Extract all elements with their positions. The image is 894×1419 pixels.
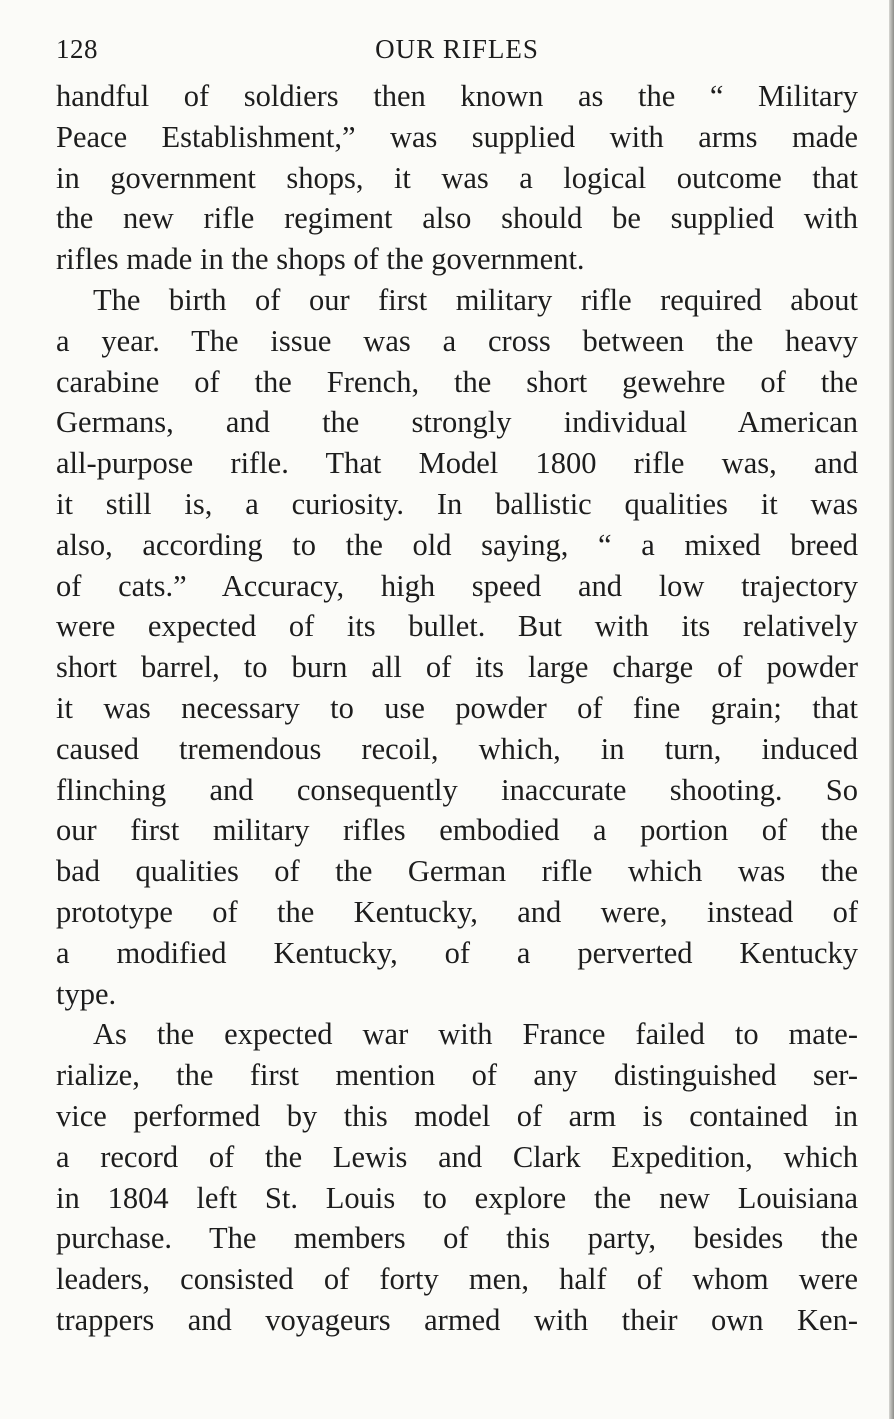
- text-line: all-purpose rifle. That Model 1800 rifle was, and: [56, 446, 858, 481]
- text-line: the new rifle regiment also should be supplied with: [56, 201, 858, 236]
- text-line: prototype of the Kentucky, and were, instead of: [56, 894, 858, 929]
- text-line: type.: [56, 976, 117, 1011]
- text-line: The birth of our first military rifle required about: [93, 282, 858, 317]
- text-line: handful of soldiers then known as the “ Military: [56, 79, 858, 113]
- running-title: OUR RIFLES: [375, 34, 539, 64]
- text-line: vice performed by this model of arm is contained in: [56, 1098, 858, 1133]
- text-line: rifles made in the shops of the government.: [56, 242, 585, 277]
- text-line: Peace Establishment,” was supplied with arms made: [56, 119, 858, 154]
- paragraph-3: [56, 1014, 858, 1340]
- text-line: Germans, and the strongly individual American: [56, 405, 858, 440]
- paragraph-2: [56, 280, 858, 1014]
- text-line: in 1804 left St. Louis to explore the new Louisiana: [56, 1180, 858, 1215]
- text-line: it still is, a curiosity. In ballistic qualities it was: [56, 486, 858, 521]
- text-line: a modified Kentucky, of a perverted Kentucky: [56, 935, 858, 970]
- page-number: 128: [56, 34, 98, 64]
- text-line: bad qualities of the German rifle which was the: [56, 854, 858, 889]
- text-line: As the expected war with France failed to mate-: [93, 1017, 858, 1052]
- text-line: rialize, the first mention of any distinguished ser-: [56, 1058, 858, 1093]
- text-line: were expected of its bullet. But with its relatively: [56, 609, 858, 644]
- text-line: a year. The issue was a cross between the heavy: [56, 323, 858, 358]
- text-line: in government shops, it was a logical outcome that: [56, 160, 858, 195]
- page-edge-shadow: [889, 0, 894, 1419]
- text-line: trappers and voyageurs armed with their own Ken-: [56, 1302, 858, 1337]
- text-line: leaders, consisted of forty men, half of whom were: [56, 1262, 858, 1297]
- paragraph-1: [56, 76, 858, 280]
- book-page: [56, 30, 858, 1341]
- text-line: also, according to the old saying, “ a mixed breed: [56, 527, 858, 562]
- text-line: flinching and consequently inaccurate shooting. So: [56, 772, 858, 807]
- body-text: [56, 76, 858, 1341]
- text-line: short barrel, to burn all of its large charge of powder: [56, 650, 858, 685]
- text-line: our first military rifles embodied a portion of the: [56, 813, 858, 848]
- text-line: caused tremendous recoil, which, in turn, induced: [56, 731, 858, 766]
- text-line: carabine of the French, the short gewehre of the: [56, 364, 858, 399]
- text-line: purchase. The members of this party, besides the: [56, 1221, 858, 1256]
- text-line: of cats.” Accuracy, high speed and low trajectory: [56, 568, 858, 603]
- running-head: [56, 30, 858, 74]
- text-line: a record of the Lewis and Clark Expedition, which: [56, 1139, 858, 1174]
- text-line: it was necessary to use powder of fine grain; that: [56, 690, 858, 725]
